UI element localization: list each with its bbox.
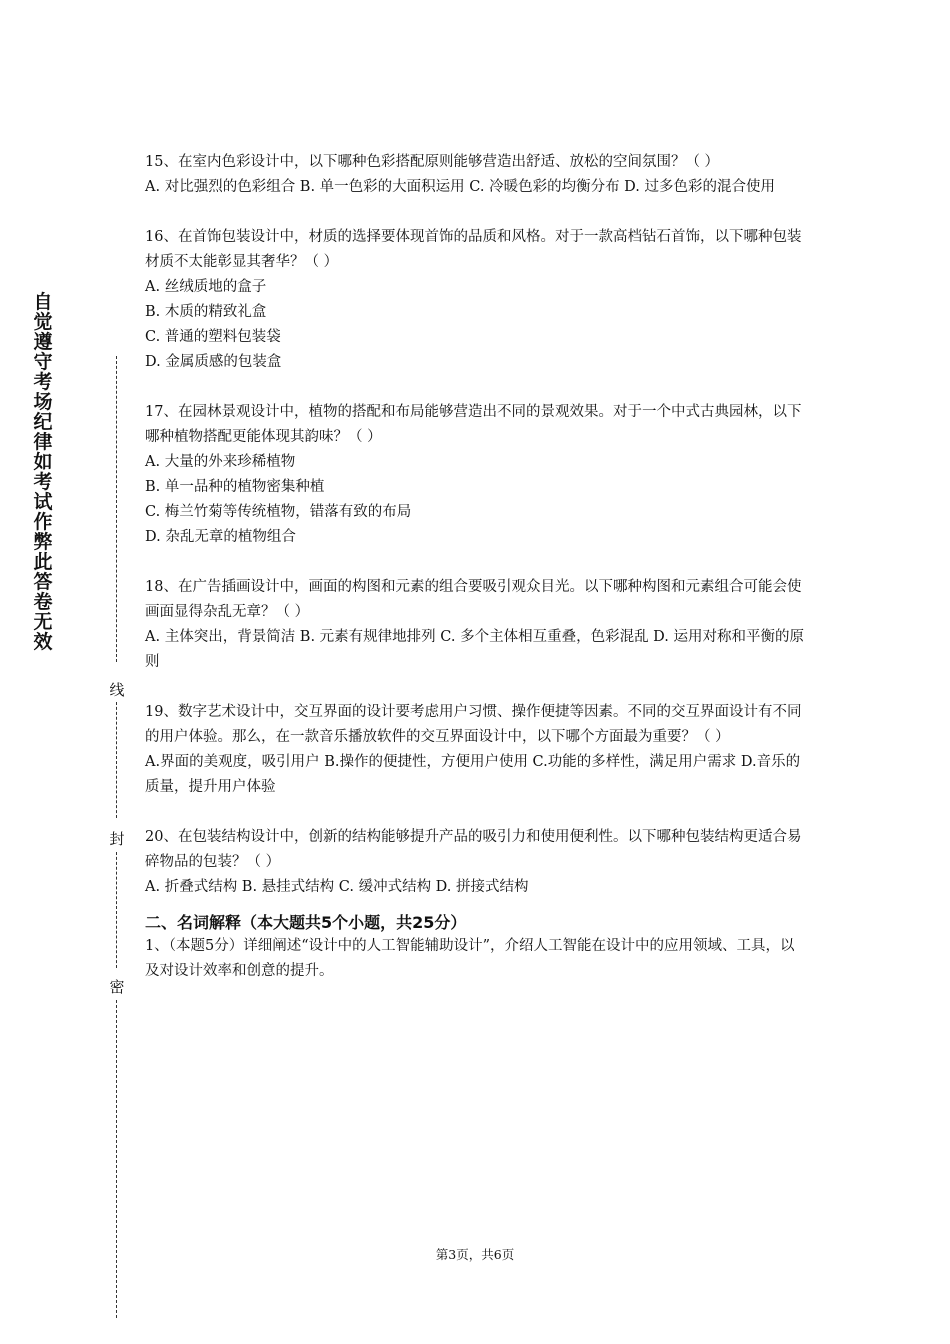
question-options: A. 主体突出，背景简洁 B. 元素有规律地排列 C. 多个主体相互重叠，色彩混乱 D. 运用对称和平衡的原则 [145, 629, 805, 670]
seal-label-secret: 密 [107, 976, 127, 997]
question-stem: 19、数字艺术设计中，交互界面的设计要考虑用户习惯、操作便捷等因素。不同的交互界面设计有不同的用户体验。那么，在一款音乐播放软件的交互界面设计中，以下哪个方面最为重要？（ ） [145, 704, 802, 745]
question-stem: 20、在包装结构设计中，创新的结构能够提升产品的吸引力和使用便利性。以下哪种包装结构更适合易碎物品的包装？（ ） [145, 829, 802, 870]
question-15 [145, 150, 809, 200]
section-heading: 二、名词解释（本大题共5个小题，共25分） [145, 913, 467, 932]
page-number: 第3页，共6页 [435, 1247, 515, 1262]
seal-label-seal: 封 [107, 828, 127, 849]
section-term-explanation [145, 912, 809, 984]
binding-margin [0, 0, 130, 1344]
option-a: A. 丝绒质地的盒子 [145, 279, 267, 295]
option-b: B. 木质的精致礼盒 [145, 304, 267, 320]
question-stem: 15、在室内色彩设计中，以下哪种色彩搭配原则能够营造出舒适、放松的空间氛围？（ ） [145, 154, 720, 170]
option-d: D. 杂乱无章的植物组合 [145, 529, 296, 545]
option-c: C. 普通的塑料包装袋 [145, 329, 281, 345]
option-d: D. 金属质感的包装盒 [145, 354, 282, 370]
exam-discipline-notice: 自觉遵守考场纪律如考试作弊此答卷无效 [33, 291, 53, 653]
option-b: B. 单一品种的植物密集种植 [145, 479, 325, 495]
question-stem: 17、在园林景观设计中，植物的搭配和布局能够营造出不同的景观效果。对于一个中式古典园林，以下哪种植物搭配更能体现其韵味？（ ） [145, 404, 802, 445]
question-18 [145, 575, 809, 675]
question-options: A.界面的美观度，吸引用户 B.操作的便捷性，方便用户使用 C.功能的多样性，满足用户需求 D.音乐的质量，提升用户体验 [145, 754, 801, 795]
question-17 [145, 400, 809, 550]
exam-content [145, 150, 809, 984]
question-16 [145, 225, 809, 375]
cut-line-dashes [116, 702, 117, 818]
question-20 [145, 825, 809, 900]
question-stem: 18、在广告插画设计中，画面的构图和元素的组合要吸引观众目光。以下哪种构图和元素组合可能会使画面显得杂乱无章？（ ） [145, 579, 802, 620]
cut-line-dashes [116, 356, 117, 662]
question-19 [145, 700, 809, 800]
cut-line-dashes [116, 852, 117, 968]
question-stem: 16、在首饰包装设计中，材质的选择要体现首饰的品质和风格。对于一款高档钻石首饰，以下哪种包装材质不太能彰显其奢华？（ ） [145, 229, 802, 270]
option-c: C. 梅兰竹菊等传统植物，错落有致的布局 [145, 504, 412, 520]
seal-label-line: 线 [107, 679, 127, 700]
option-a: A. 大量的外来珍稀植物 [145, 454, 296, 470]
term-question-1: 1、（本题5分）详细阐述“设计中的人工智能辅助设计”，介绍人工智能在设计中的应用领域、工具，以及对设计效率和创意的提升。 [145, 938, 795, 979]
question-options: A. 折叠式结构 B. 悬挂式结构 C. 缓冲式结构 D. 拼接式结构 [145, 879, 529, 895]
question-options: A. 对比强烈的色彩组合 B. 单一色彩的大面积运用 C. 冷暖色彩的均衡分布 D. 过多色彩的混合使用 [145, 179, 776, 195]
cut-line-dashes [116, 1000, 117, 1318]
